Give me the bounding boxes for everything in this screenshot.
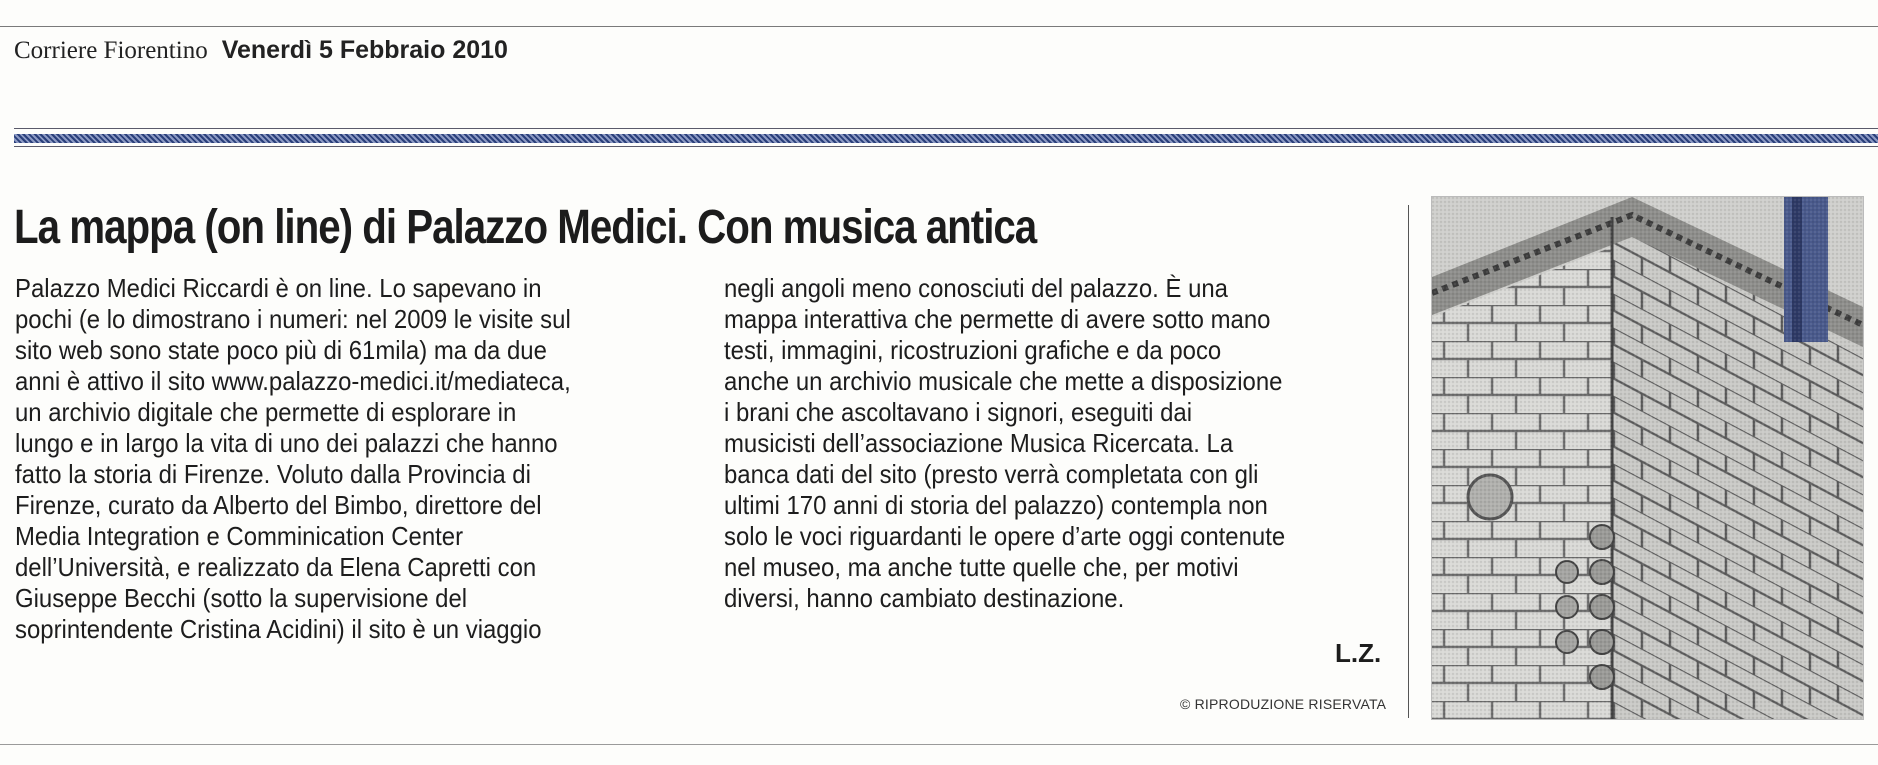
text-line: anni è attivo il sito www.palazzo-medici.it/mediateca, [15,366,571,396]
text-line: banca dati del sito (presto verrà completata con gli [724,459,1259,489]
text-line: soprintendente Cristina Acidini) il sito è un viaggio [15,614,542,644]
text-line: pochi (e lo dimostrano i numeri: nel 2009 le visite sul [15,304,571,334]
palazzo-photo [1431,196,1864,720]
text-line: Firenze, curato da Alberto del Bimbo, direttore del [15,490,542,520]
section-band [14,128,1878,148]
text-line: testi, immagini, ricostruzioni grafiche e da poco [724,335,1222,365]
text-line: solo le voci riguardanti le opere d’arte oggi contenute [724,521,1286,551]
text-line: lungo e in largo la vita di uno dei palazzi che hanno [15,428,558,458]
text-line: i brani che ascoltavano i signori, eseguiti dai [724,397,1193,427]
text-line: un archivio digitale che permette di esplorare in [15,397,517,427]
masthead [14,36,508,76]
text-line: diversi, hanno cambiato destinazione. [724,583,1125,613]
bottom-rule [0,744,1878,745]
article-column-2 [724,273,1368,614]
text-line: mappa interattiva che permette di avere sotto mano [724,304,1271,334]
text-line: Giuseppe Becchi (sotto la supervisione del [15,583,468,613]
newspaper-name: Corriere Fiorentino [14,37,208,64]
text-line: negli angoli meno conosciuti del palazzo. È una [724,273,1228,303]
author-initials: L.Z. [1335,638,1382,668]
article-headline: La mappa (on line) di Palazzo Medici. Con musica antica [14,201,1037,254]
article-column-1 [15,273,677,645]
text-line: nel museo, ma anche tutte quelle che, per motivi [724,552,1239,582]
text-line: ultimi 170 anni di storia del palazzo) contempla non [724,490,1268,520]
text-line: Media Integration e Comminication Center [15,521,464,551]
column-divider [1408,205,1409,718]
top-rule [0,26,1878,27]
text-line: anche un archivio musicale che mette a disposizione [724,366,1283,396]
text-line: Palazzo Medici Riccardi è on line. Lo sapevano in [15,273,542,303]
text-line: dell’Università, e realizzato da Elena Capretti con [15,552,537,582]
text-line: sito web sono state poco più di 61mila) ma da due [15,335,547,365]
facade-image [1432,197,1863,719]
text-line: musicisti dell’associazione Musica Ricercata. La [724,428,1234,458]
copyright-notice: © RIPRODUZIONE RISERVATA [1180,696,1387,712]
text-line: fatto la storia di Firenze. Voluto dalla Provincia di [15,459,531,489]
issue-date: Venerdì 5 Febbraio 2010 [221,36,508,64]
